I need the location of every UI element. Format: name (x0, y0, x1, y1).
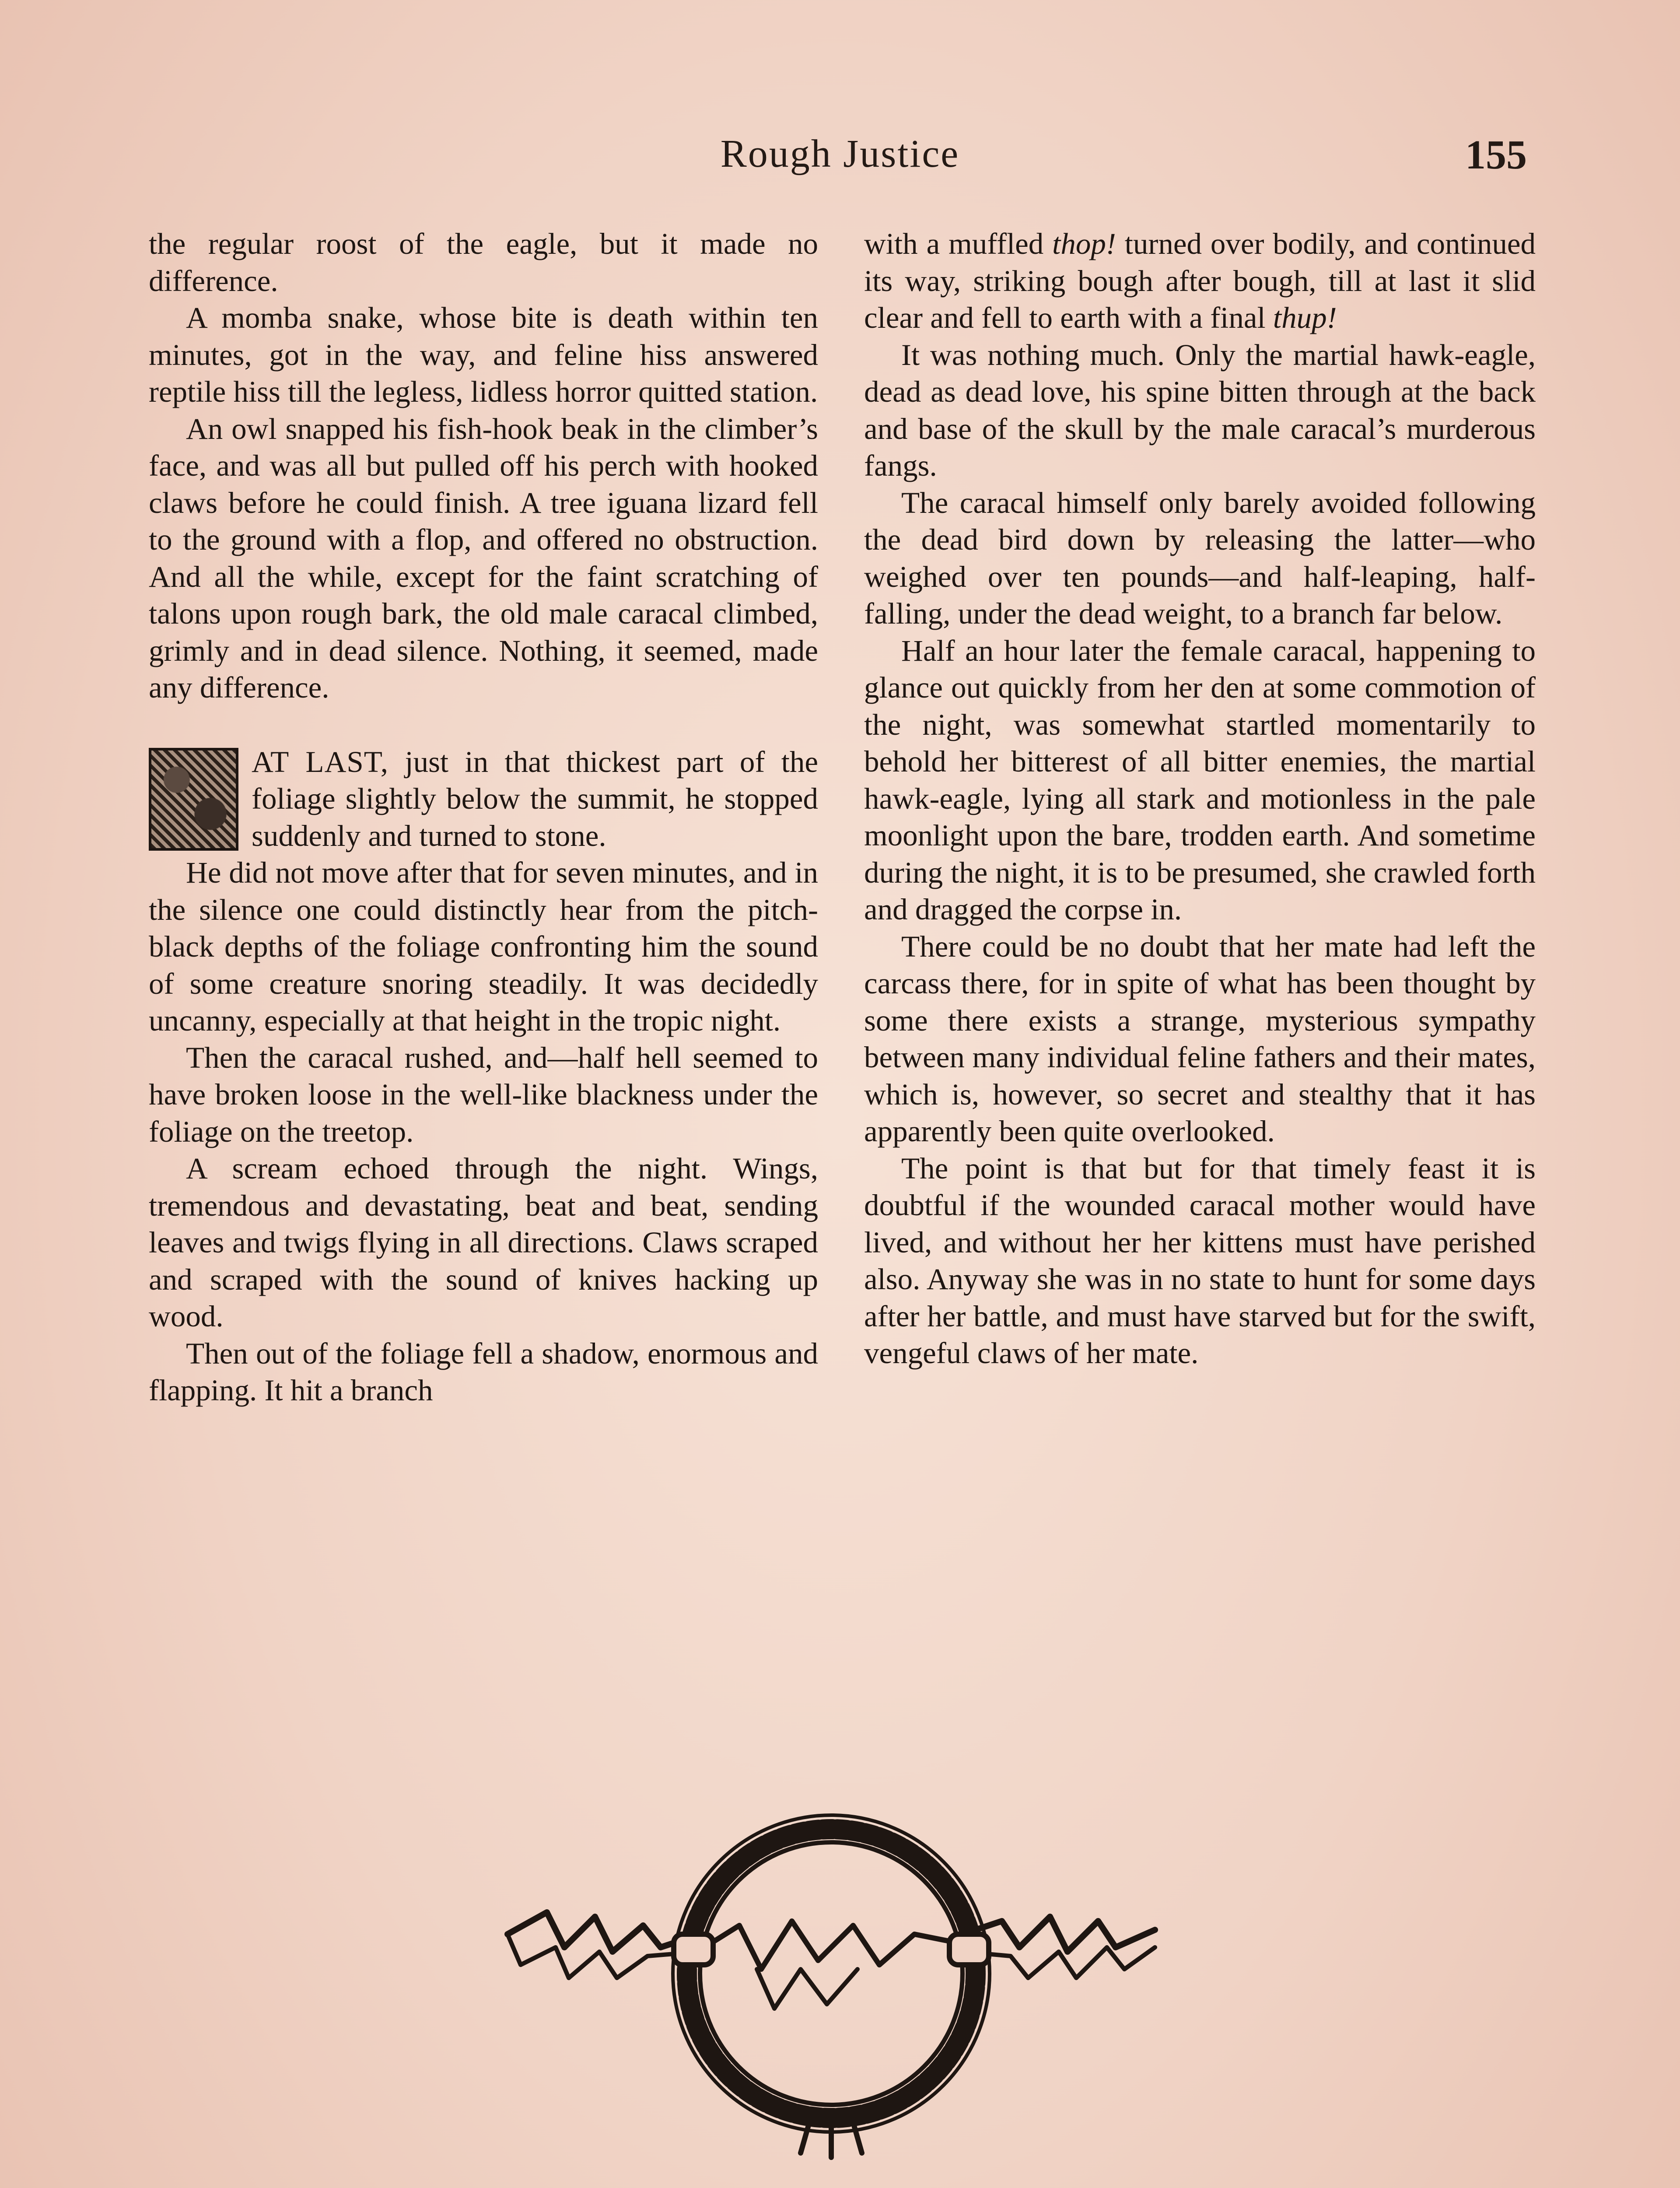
decorative-initial-icon (149, 748, 238, 851)
right-column (864, 225, 1536, 1372)
paragraph: There could be no doubt that her mate had left the carcass there, for in spite of what has been thought by some there exists a strange, mysterious sympathy between many individual feline fathers and their mates, which is, however, so secret and stealthy that it has apparently been quite overlooked. (864, 929, 1536, 1148)
paragraph: The point is that but for that timely feast it is doubtful if the wounded caracal mother would have lived, and without her her kittens must have perished also. Anyway she was in no state to hunt for some days after her battle, and must have starved but for the swift, vengeful claws of her mate. (864, 1151, 1536, 1370)
paragraph: A scream echoed through the night. Wings, tremendous and devastating, beat and beat, sending leaves and twigs flying in all directions. Claws scraped and scraped with the sound of knives hacking up wood. (149, 1152, 818, 1333)
sound-word: thup! (1273, 301, 1337, 334)
left-column (149, 225, 818, 1409)
paragraph-text: just in that thickest part of the foliage slightly below the summit, he stopped suddenly and turned to stone. (252, 745, 818, 852)
paragraph: the regular roost of the eagle, but it made no difference. (149, 227, 818, 298)
paragraph: Then the caracal rushed, and—half hell seemed to have broken loose in the well-like blackness under the foliage on the treetop. (149, 1041, 818, 1148)
paragraph-text: with a muffled (864, 227, 1053, 260)
paragraph: A momba snake, whose bite is death within ten minutes, got in the way, and feline hiss answered reptile hiss till the legless, lidless horror quitted station. (149, 301, 818, 408)
paragraph: It was nothing much. Only the martial hawk-eagle, dead as dead love, his spine bitten through at the back and base of the skull by the male caracal’s murderous fangs. (864, 338, 1536, 482)
paragraph: He did not move after that for seven minutes, and in the silence one could distinctly hear from the pitch-black depths of the foliage confronting him the sound of some creature snoring steadily. It was decidedly uncanny, especially at that height in the tropic night. (149, 856, 818, 1037)
paragraph-text: turned over bodily, and continued its way, striking bough after bough, till at last it slid clear and fell to earth with a final (864, 227, 1536, 334)
sound-word: thop! (1052, 227, 1116, 260)
paragraph (864, 225, 1536, 337)
page-number: 155 (1465, 132, 1527, 178)
section-lead-in: AT LAST, (252, 745, 389, 778)
paragraph: The caracal himself only barely avoided following the dead bird down by releasing the latter—who weighed over ten pounds—and half-leaping, half-falling, under the dead weight, to a branch far below. (864, 486, 1536, 630)
paragraph: Half an hour later the female caracal, happening to glance out quickly from her den at some commotion of the night, was somewhat startled momentarily to behold her bitterest of all bitter enemies, the martial hawk-eagle, lying all stark and motionless in the pale moonlight upon the bare, trodden earth. And sometime during the night, it is to be presumed, she crawled forth and dragged the corpse in. (864, 634, 1536, 926)
wreath-with-ribbon-icon (494, 1803, 1168, 2175)
paragraph: Then out of the foliage fell a shadow, enormous and flapping. It hit a branch (149, 1336, 818, 1407)
running-title: Rough Justice (720, 132, 960, 175)
section-opening-paragraph (149, 743, 818, 855)
paragraph: An owl snapped his fish-hook beak in the climber’s face, and was all but pulled off his perch with hooked claws before he could finish. A tree iguana lizard fell to the ground with a flop, and offered no obstruction. And all the while, except for the faint scratching of talons upon rough bark, the old male caracal climbed, grimly and in dead silence. Nothing, it seemed, made any difference. (149, 412, 818, 704)
page-header (0, 131, 1680, 179)
